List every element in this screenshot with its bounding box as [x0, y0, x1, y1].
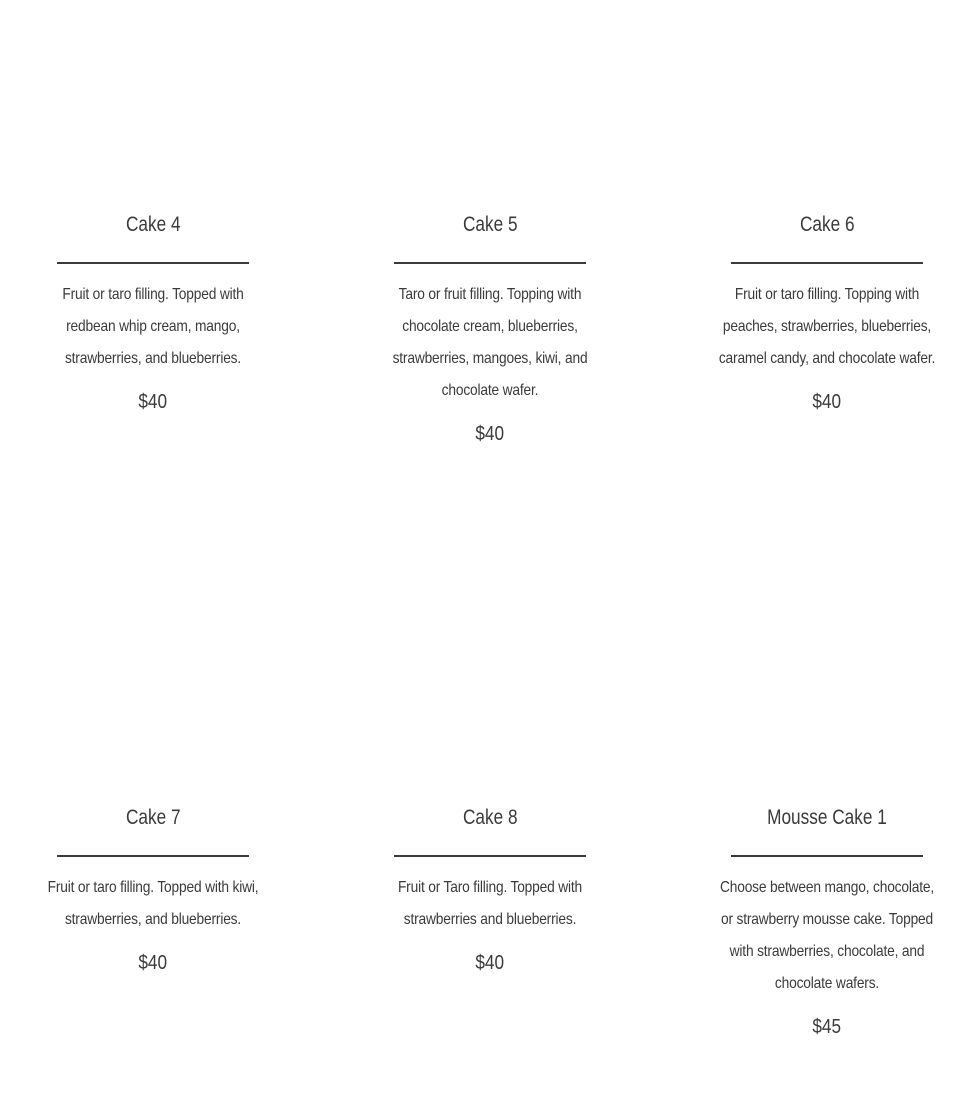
- item-divider: [394, 262, 586, 264]
- item-divider: [731, 855, 923, 857]
- item-price: $40: [138, 391, 168, 413]
- item-description: Fruit or taro filling. Topped with kiwi, strawberries, and blueberries.: [47, 879, 259, 928]
- menu-item-cake-5: [359, 210, 621, 449]
- menu-item-cake-6: [696, 210, 958, 449]
- item-price: $45: [812, 1016, 842, 1038]
- item-divider: [57, 262, 249, 264]
- menu-item-cake-4: [22, 210, 284, 449]
- item-description: Fruit or taro filling. Topped with redbean whip cream, mango, strawberries, and blueberries.: [62, 286, 244, 367]
- item-description: Fruit or taro filling. Topping with peaches, strawberries, blueberries, caramel candy, and chocolate wafer.: [718, 286, 936, 367]
- menu-row: [22, 210, 958, 449]
- menu-item-cake-7: [22, 803, 284, 1042]
- item-divider: [731, 262, 923, 264]
- item-title: Cake 5: [462, 213, 518, 236]
- item-price: $40: [475, 423, 505, 445]
- item-title: Cake 4: [125, 213, 181, 236]
- item-divider: [57, 855, 249, 857]
- item-price: $40: [475, 952, 505, 974]
- item-divider: [394, 855, 586, 857]
- item-price: $40: [812, 391, 842, 413]
- item-title: Cake 6: [799, 213, 855, 236]
- item-price: $40: [138, 952, 168, 974]
- menu-item-cake-8: [359, 803, 621, 1042]
- item-title: Cake 7: [125, 806, 181, 829]
- menu-item-mousse-cake-1: [696, 803, 958, 1042]
- item-description: Fruit or Taro filling. Topped with strawberries and blueberries.: [397, 879, 583, 928]
- item-description: Choose between mango, chocolate, or strawberry mousse cake. Topped with strawberries, chocolate, and chocolate wafers.: [719, 879, 935, 992]
- item-title: Cake 8: [462, 806, 518, 829]
- item-title: Mousse Cake 1: [767, 806, 887, 829]
- menu-row: [22, 803, 958, 1042]
- item-description: Taro or fruit filling. Topping with chocolate cream, blueberries, strawberries, mangoes, kiwi, and chocolate wafer.: [392, 286, 588, 399]
